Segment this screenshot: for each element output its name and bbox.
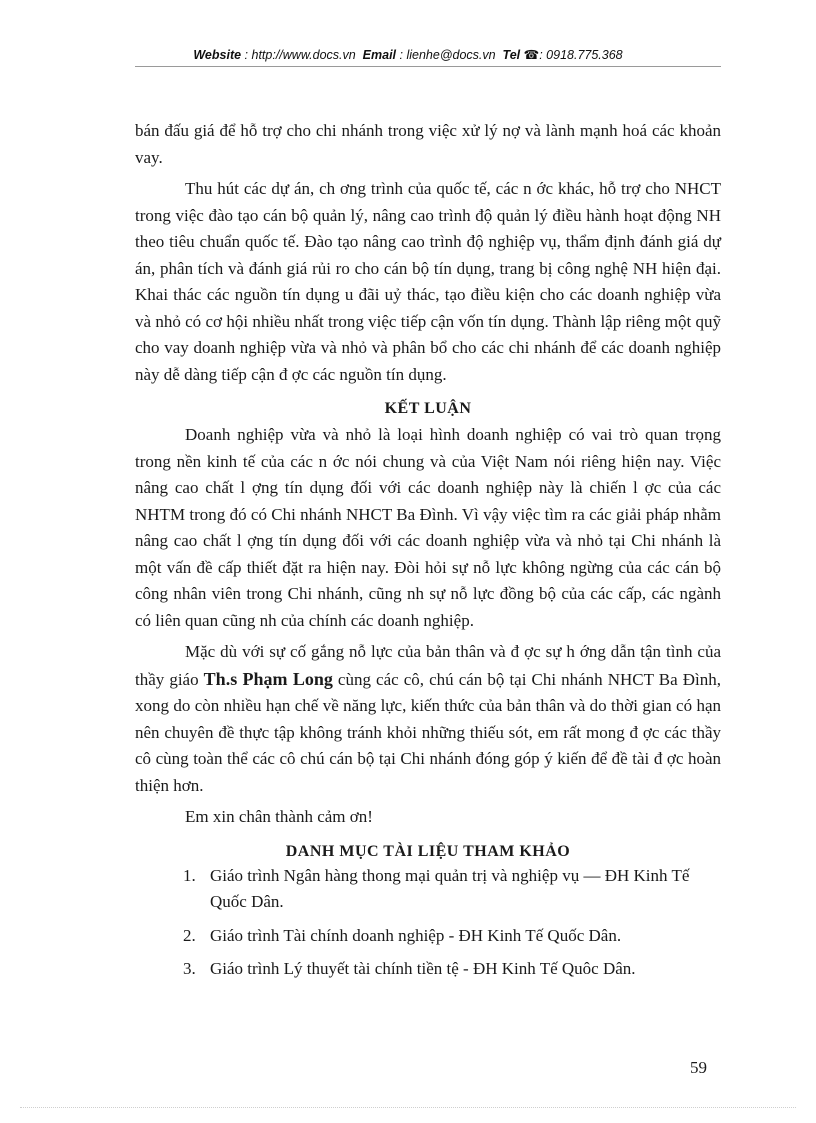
website-value: : http://www.docs.vn	[244, 48, 356, 62]
page-number: 59	[690, 1058, 707, 1077]
email-value: : lienhe@docs.vn	[399, 48, 496, 62]
reference-text: Giáo trình Tài chính doanh nghiệp - ĐH Kinh Tế Quốc Dân.	[210, 925, 622, 945]
header-divider	[135, 66, 721, 67]
tel-value: : 0918.775.368	[539, 48, 623, 62]
reference-text: Giáo trình Ngân hàng thong mại quản trị và nghiệp vụ — ĐH Kinh Tế Quốc Dân.	[210, 865, 690, 911]
thanks-line: Em xin chân thành cảm ơn!	[185, 807, 373, 826]
paragraph-4-start: Mặc dù với sự cố gắng nỗ lực của bản thân và đ ợc sự h ớng dẫn tận tình của thầy giáo	[135, 642, 721, 689]
footer-divider	[20, 1107, 796, 1108]
document-body	[135, 118, 721, 990]
email-label: Email	[362, 48, 397, 62]
reference-number: 1.	[183, 865, 196, 885]
tel-label: Tel	[502, 48, 521, 62]
reference-item	[135, 956, 721, 983]
website-label: Website	[193, 48, 242, 62]
references-heading: DANH MỤC TÀI LIỆU THAM KHẢO	[285, 842, 571, 860]
reference-item	[135, 923, 721, 950]
paragraph-2: Thu hút các dự án, ch ơng trình của quốc tế, các n ớc khác, hỗ trợ cho NHCT trong việc đào tạo cán bộ quản lý, nâng cao trình độ quản lý điều hành hoạt động NH theo tiêu chuẩn quốc tế. Đào tạo nâng cao trình độ nghiệp vụ, thẩm định đánh giá dự án, phân tích và đánh giá rủi ro cho cán bộ tín dụng, trang bị công nghệ NH hiện đại. Khai thác các nguồn tín dụng u đãi uỷ thác, tạo điều kiện cho các doanh nghiệp vừa và nhỏ có cơ hội nhiều nhất trong việc tiếp cận vốn tín dụng. Thành lập riêng một quỹ cho vay doanh nghiệp vừa và nhỏ và phân bổ cho các chi nhánh để các doanh nghiệp này dễ dàng tiếp cận đ ợc các nguồn tín dụng.	[135, 179, 721, 384]
reference-text: Giáo trình Lý thuyết tài chính tiền tệ - ĐH Kinh Tế Quôc Dân.	[210, 959, 636, 978]
paragraph-4	[135, 639, 721, 799]
conclusion-heading: KẾT LUẬN	[384, 400, 472, 417]
paragraph-1: bán đấu giá để hỗ trợ cho chi nhánh trong việc xử lý nợ và lành mạnh hoá các khoản vay.	[135, 121, 721, 167]
paragraph-3: Doanh nghiệp vừa và nhỏ là loại hình doanh nghiệp có vai trò quan trọng trong nền kinh tế của các n ớc nói chung và của Việt Nam nói riêng hiện nay. Việc nâng cao chất l ợng tín dụng đối với các doanh nghiệp này là chiến l ợc của các NHTM trong đó có Chi nhánh NHCT Ba Đình. Vì vậy việc tìm ra các giải pháp nhằm nâng cao chất l ợng tín dụng đối với các doanh nghiệp vừa và nhỏ tại Chi nhánh là một vấn đề cấp thiết đặt ra hiện nay. Đòi hỏi sự nỗ lực không ngừng của các cán bộ công nhân viên trong Chi nhánh, cũng nh sự nỗ lực đồng bộ của các cấp, các ngành có liên quan cũng nh của chính các doanh nghiệp.	[135, 425, 721, 630]
advisor-name: Th.s Phạm Long	[203, 668, 333, 689]
paragraph-4-end: cùng các cô, chú cán bộ tại Chi nhánh NHCT Ba Đình, xong do còn nhiều hạn chế về năng lực, kiến thức của bản thân và do thời gian có hạn nên chuyên đề thực tập không tránh khỏi những thiếu sót, em rất mong đ ợc các thầy cô cùng toàn thể các cô chú cán bộ tại Chi nhánh đóng góp ý kiến để đề tài đ ợc hoàn thiện hơn.	[135, 669, 721, 795]
reference-number: 3.	[183, 959, 196, 978]
reference-item	[135, 863, 721, 916]
references-list	[135, 863, 721, 983]
reference-number: 2.	[183, 925, 196, 945]
page-header	[0, 47, 816, 62]
phone-icon: ☎	[523, 48, 540, 62]
